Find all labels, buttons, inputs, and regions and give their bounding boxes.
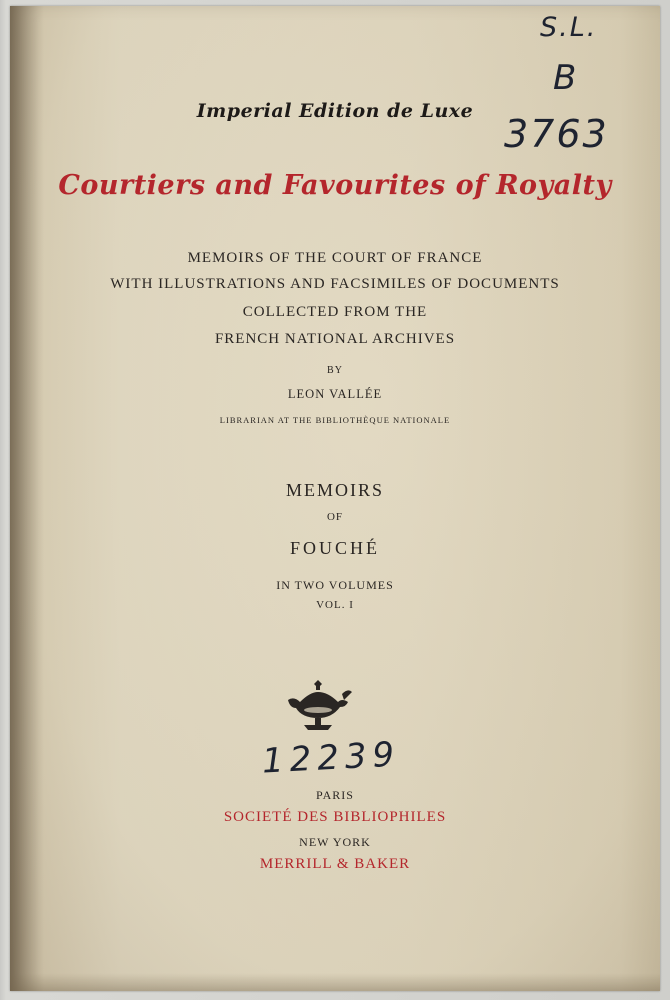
imprint-publisher-paris: SOCIETÉ DES BIBLIOPHILES [223,809,447,825]
description-line-4: FRENCH NATIONAL ARCHIVES [214,331,456,347]
handwritten-shelf-mark-3: 3763 [504,112,609,156]
title-page [10,6,660,991]
by-label: BY [327,365,343,376]
description-line-3: COLLECTED FROM THE [242,304,428,320]
handwritten-shelf-mark-2: B [553,58,579,98]
edition-line: Imperial Edition de Luxe [196,100,474,122]
description-line-2: WITH ILLUSTRATIONS AND FACSIMILES OF DOCUMENTS [110,276,560,292]
work-title-line-2: FOUCHÉ [289,538,380,558]
description-line-1: MEMOIRS OF THE COURT OF FRANCE [187,250,483,266]
work-title-line-1: MEMOIRS [285,480,384,500]
author-title: LIBRARIAN AT THE BIBLIOTHÈQUE NATIONALE [219,415,451,425]
volume-number: VOL. I [316,599,354,611]
handwritten-accession-number: 12239 [261,734,402,782]
author-name: LEON VALLÉE [287,387,383,401]
imprint-city-paris: PARIS [316,788,354,802]
imprint-publisher-new-york: MERRILL & BAKER [259,856,411,872]
handwritten-shelf-mark-1: S.L. [540,12,598,43]
imprint-city-new-york: NEW YORK [299,835,371,849]
work-of-label: OF [326,511,344,523]
series-title: Courtiers and Favourites of Royalty [58,170,612,201]
page-bottom-edge [10,973,660,991]
oil-lamp-icon [282,680,354,736]
volume-count: IN TWO VOLUMES [276,578,394,592]
